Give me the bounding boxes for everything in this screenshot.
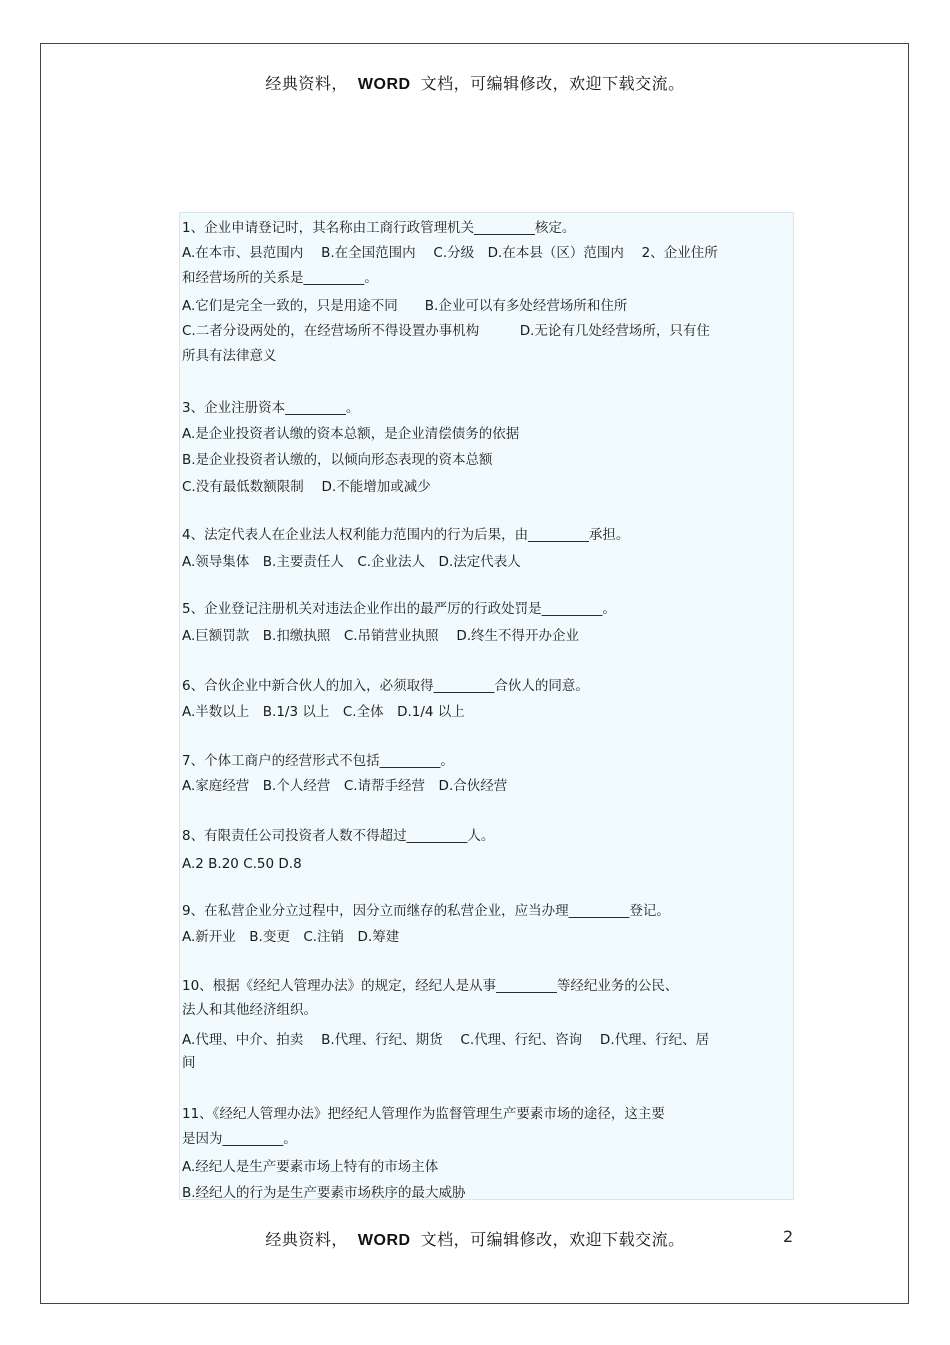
question-line: 9、在私营企业分立过程中，因分立而继存的私营企业，应当办理_________登记。 xyxy=(182,903,670,919)
option-line: A.家庭经营 B.个人经营 C.请帮手经营 D.合伙经营 xyxy=(182,778,508,794)
option-line: A.2 B.20 C.50 D.8 xyxy=(182,856,302,872)
option-line: A.在本市、县范围内 B.在全国范围内 C.分级 D.在本县（区）范围内 2、企业住所 xyxy=(182,245,718,261)
option-line: B.是企业投资者认缴的，以倾向形态表现的资本总额 xyxy=(182,452,493,468)
option-line: 所具有法律意义 xyxy=(182,348,277,364)
option-line: C.没有最低数额限制 D.不能增加或减少 xyxy=(182,479,431,495)
option-line: A.半数以上 B.1/3 以上 C.全体 D.1/4 以上 xyxy=(182,704,465,720)
question-line: 和经营场所的关系是_________。 xyxy=(182,270,378,286)
question-line: 10、根据《经纪人管理办法》的规定，经纪人是从事_________等经纪业务的公民、 xyxy=(182,978,679,994)
footer-prefix: 经典资料， xyxy=(265,1230,348,1249)
footer-word: WORD xyxy=(357,1232,411,1249)
page-footer xyxy=(0,1227,950,1250)
option-line: C.二者分设两处的，在经营场所不得设置办事机构 D.无论有几处经营场所，只有住 xyxy=(182,323,710,339)
header-suffix: 文档，可编辑修改，欢迎下载交流。 xyxy=(420,74,685,93)
question-line: 7、个体工商户的经营形式不包括_________。 xyxy=(182,753,454,769)
question-line: 是因为_________。 xyxy=(182,1131,297,1147)
header-prefix: 经典资料， xyxy=(265,74,348,93)
question-line: 6、合伙企业中新合伙人的加入，必须取得_________合伙人的同意。 xyxy=(182,678,589,694)
option-line: A.巨额罚款 B.扣缴执照 C.吊销营业执照 D.终生不得开办企业 xyxy=(182,628,580,644)
option-line: A.新开业 B.变更 C.注销 D.筹建 xyxy=(182,929,400,945)
option-line: A.领导集体 B.主要责任人 C.企业法人 D.法定代表人 xyxy=(182,554,521,570)
option-line: 间 xyxy=(182,1055,196,1071)
question-line: 8、有限责任公司投资者人数不得超过_________人。 xyxy=(182,828,495,844)
header-word: WORD xyxy=(357,76,411,93)
option-line: A.是企业投资者认缴的资本总额，是企业清偿债务的依据 xyxy=(182,426,520,442)
page-header xyxy=(0,71,950,94)
question-line: 4、法定代表人在企业法人权利能力范围内的行为后果，由_________承担。 xyxy=(182,527,630,543)
option-line: B.经纪人的行为是生产要素市场秩序的最大威胁 xyxy=(182,1185,466,1200)
page-number: 2 xyxy=(783,1227,794,1246)
question-line: 11、《经纪人管理办法》把经纪人管理作为监督管理生产要素市场的途径，这主要 xyxy=(182,1106,665,1122)
question-content xyxy=(179,212,794,1200)
option-line: A.代理、中介、拍卖 B.代理、行纪、期货 C.代理、行纪、咨询 D.代理、行纪、居 xyxy=(182,1032,710,1048)
question-line: 法人和其他经济组织。 xyxy=(182,1002,317,1018)
option-line: A.它们是完全一致的，只是用途不同 B.企业可以有多处经营场所和住所 xyxy=(182,298,628,314)
option-line: A.经纪人是生产要素市场上特有的市场主体 xyxy=(182,1159,439,1175)
question-line: 1、企业申请登记时，其名称由工商行政管理机关_________核定。 xyxy=(182,220,576,236)
question-line: 5、企业登记注册机关对违法企业作出的最严厉的行政处罚是_________。 xyxy=(182,601,616,617)
question-line: 3、企业注册资本_________。 xyxy=(182,400,360,416)
footer-suffix: 文档，可编辑修改，欢迎下载交流。 xyxy=(420,1230,685,1249)
